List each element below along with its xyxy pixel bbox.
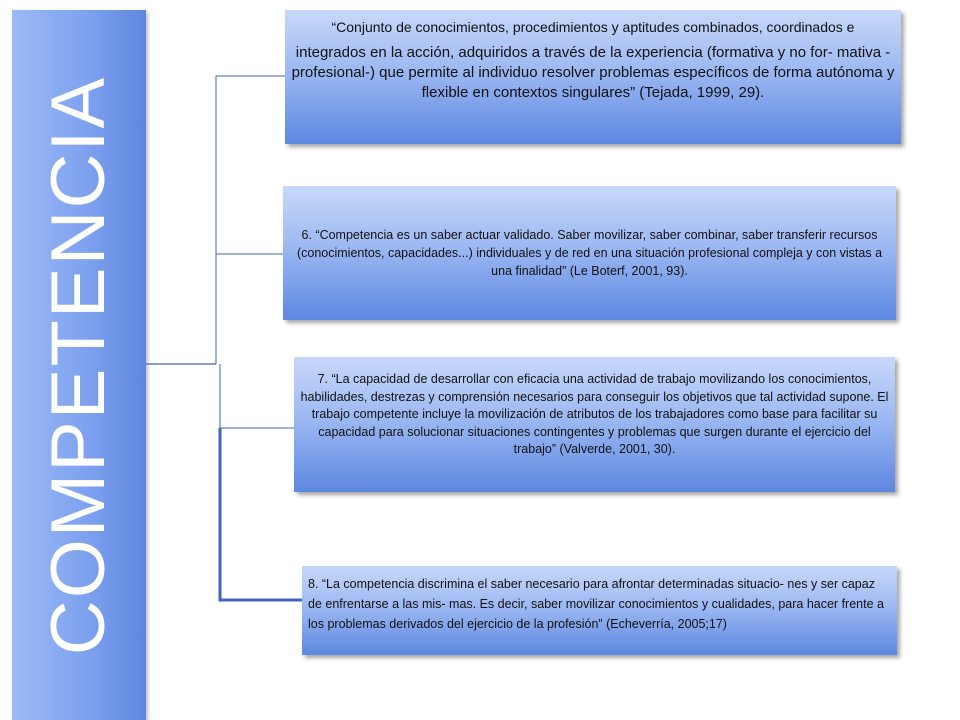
definition-box-4: [302, 566, 897, 655]
connector-branch-3: [220, 364, 294, 428]
definition-box-2: [283, 186, 896, 320]
definition-box-3: [294, 357, 895, 492]
definition-1-line-1: “Conjunto de conocimientos, procedimientos y aptitudes combinados, coordinados e: [331, 19, 855, 35]
connector-branch-1: [216, 76, 285, 364]
definition-4-text: 8. “La competencia discrimina el saber necesario para afrontar determinadas situacio- nes y ser capaz de enfrentarse a las mis- mas. Es decir, saber movilizar conocimientos y cualidades, para hacer frente a los problemas derivados del ejercicio de la profesión” (Echeverría, 2005;17): [308, 577, 884, 631]
definition-3-text: 7. “La capacidad de desarrollar con eficacia una actividad de trabajo movilizando los conocimientos, habilidades, destrezas y comprensión necesarios para conseguir los objetivos que tal actividad supone. El trabajo competente incluye la movilización de atributos de los trabajadores como base para facilitar su capacidad para solucionar situaciones contingentes y problemas que surgen durante el ejercicio del trabajo” (Valverde, 2001, 30).: [300, 372, 889, 456]
connector-branch-2: [216, 254, 283, 364]
definition-1-line-2: integrados en la acción, adquiridos a través de la experiencia (formativa y no for- mativa -profesional-) que permite al individuo resolver problemas específicos de forma autónoma y flexible en contextos singulares” (Tejada, 1999, 29).: [291, 44, 895, 101]
definition-2-text: 6. “Competencia es un saber actuar validado. Saber movilizar, saber combinar, saber transferir recursos (conocimientos, capacidades...) individuales y de red en una situación profesional compleja y con vistas a una finalidad” (Le Boterf, 2001, 93).: [296, 228, 883, 278]
competencia-title: COMPETENCIA: [36, 75, 122, 655]
connector-branch-4: [220, 428, 302, 600]
definition-box-1: [285, 10, 901, 144]
